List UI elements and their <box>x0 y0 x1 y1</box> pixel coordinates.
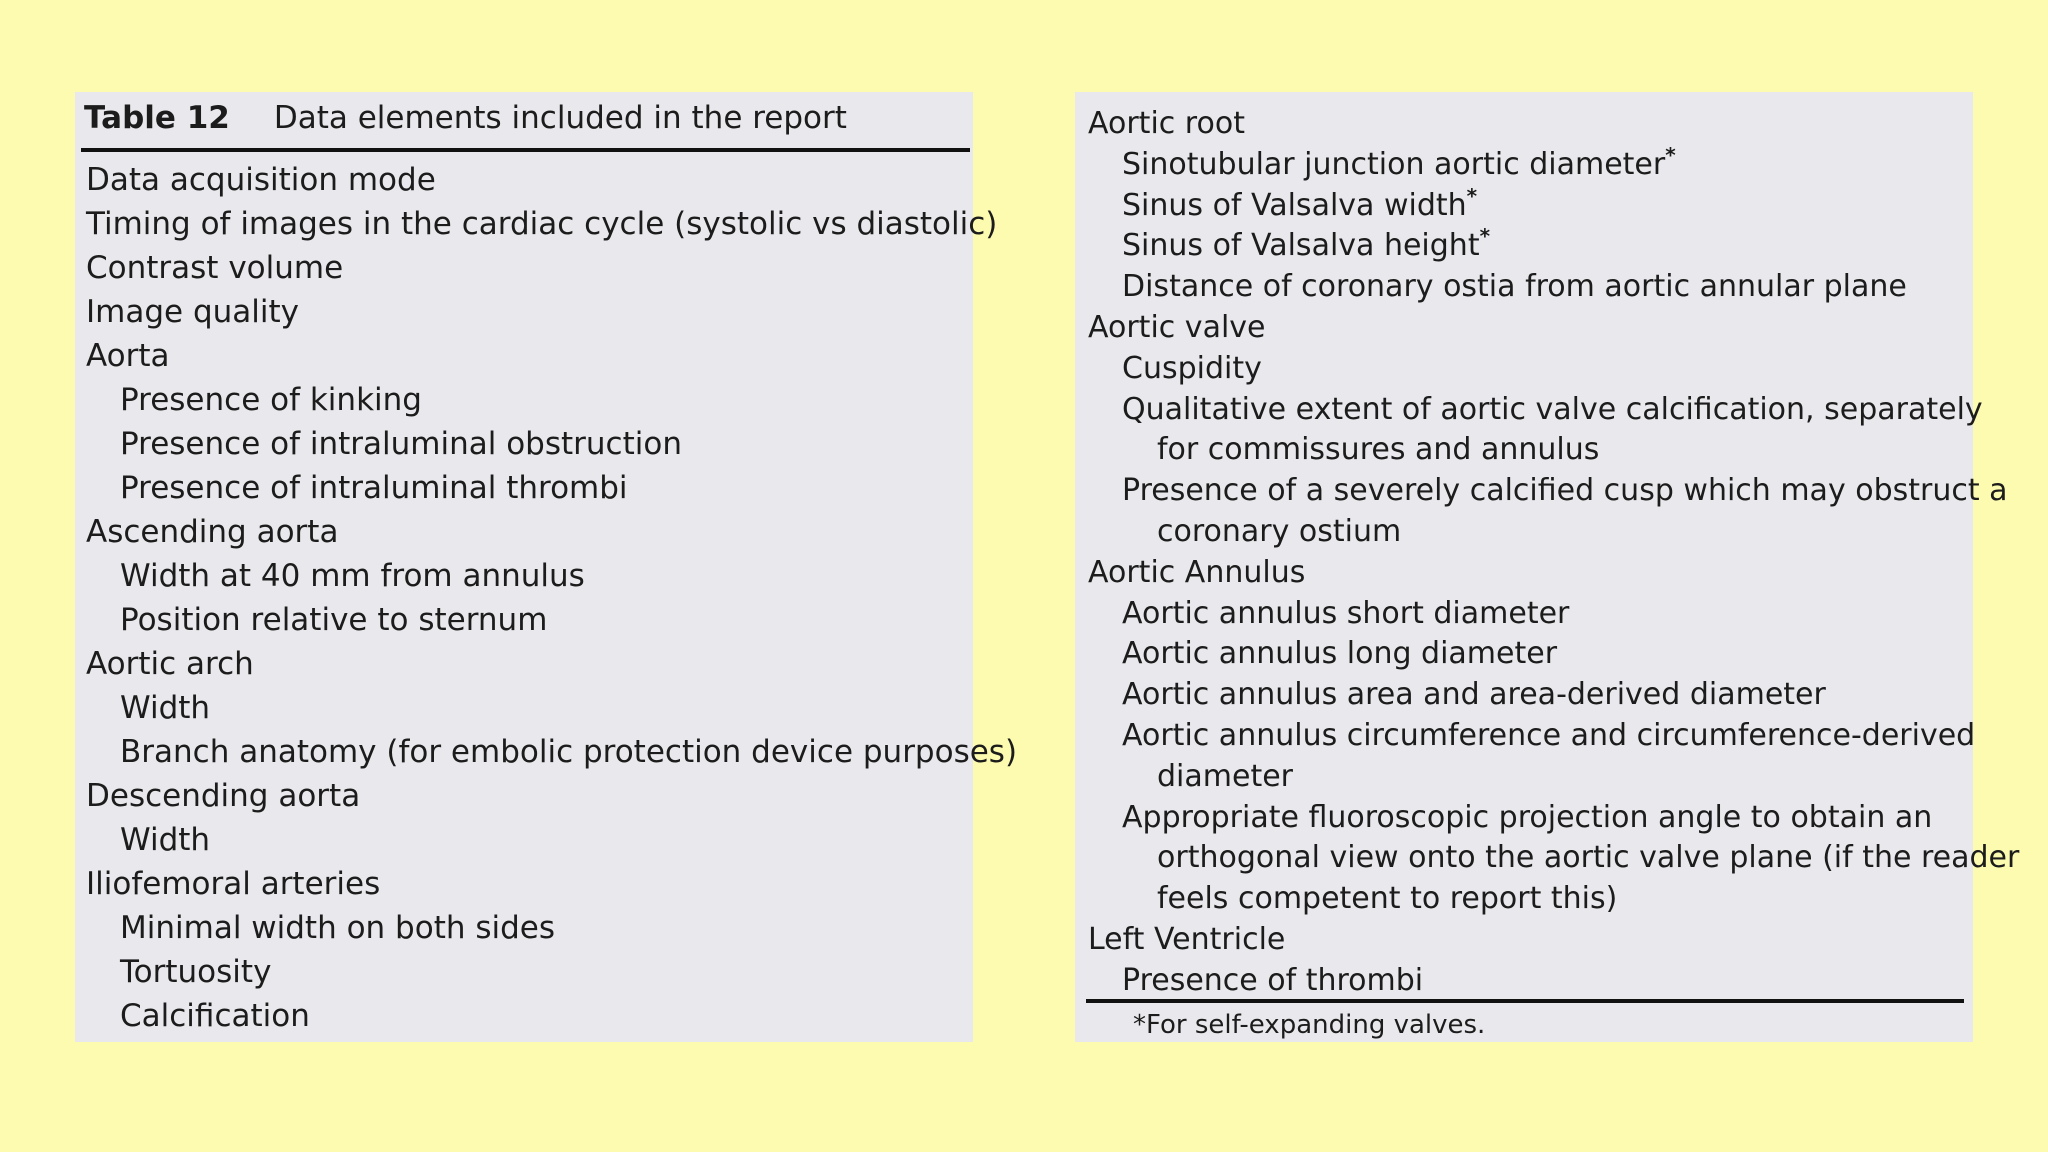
table-item <box>1088 135 1969 182</box>
row-text: Data acquisition mode <box>86 162 436 198</box>
right-row-list <box>1088 94 2020 998</box>
row-text: Presence of thrombi <box>1122 962 1424 998</box>
table-item <box>86 598 969 642</box>
row-text: Distance of coronary ostia from aortic annular plane <box>1122 269 1907 305</box>
table-footnote: *For self-expanding valves. <box>1133 1010 1486 1040</box>
row-text: for commissures and annulus <box>1157 432 1600 468</box>
section-heading <box>86 158 969 202</box>
row-text: Width <box>120 822 211 858</box>
section-heading <box>86 246 969 290</box>
row-text: Presence of kinking <box>120 382 422 418</box>
section-heading <box>86 510 969 554</box>
row-text: Aortic root <box>1088 106 1245 141</box>
header-rule <box>81 148 970 152</box>
row-text: diameter <box>1157 758 1293 794</box>
row-text: coronary ostium <box>1157 513 1402 549</box>
row-text: Aortic annulus long diameter <box>1122 636 1558 672</box>
row-text: Iliofemoral arteries <box>86 866 381 902</box>
footnote-marker: * <box>1665 142 1676 167</box>
section-heading <box>86 774 969 818</box>
table-item <box>1088 665 1969 713</box>
row-text: Aortic arch <box>86 646 254 682</box>
row-text: Appropriate fluoroscopic projection angle to obtain an <box>1122 799 1933 835</box>
table-title: Data elements included in the report <box>273 100 847 136</box>
left-row-list <box>86 158 1018 1038</box>
section-heading <box>86 334 969 378</box>
section-heading <box>86 642 969 686</box>
row-text: Aorta <box>86 338 170 374</box>
row-text: Ascending aorta <box>86 514 339 550</box>
table-item <box>86 994 969 1038</box>
table-item <box>86 906 969 950</box>
row-text: orthogonal view onto the aortic valve plane (if the reader <box>1157 840 2020 876</box>
footnote-marker: * <box>1466 183 1478 208</box>
row-text: Aortic annulus circumference and circumference-derived <box>1122 717 1976 753</box>
table-item <box>1088 584 1969 631</box>
table-item <box>86 686 969 730</box>
row-text: Calcification <box>120 998 310 1034</box>
table-item <box>1088 706 1976 753</box>
table-panel-right <box>1075 92 2020 1042</box>
table-item <box>86 950 969 994</box>
row-text: Width <box>120 690 211 726</box>
row-text: Aortic Annulus <box>1088 554 1306 590</box>
row-text: Position relative to sternum <box>120 602 548 638</box>
row-text: Contrast volume <box>86 250 344 286</box>
row-text: Left Ventricle <box>1088 921 1286 957</box>
row-text: Tortuosity <box>120 954 272 990</box>
table-item <box>86 554 969 598</box>
row-text: Aortic valve <box>1088 309 1266 345</box>
section-heading <box>86 862 969 906</box>
table-item <box>86 378 969 422</box>
row-text: Sinotubular junction aortic diameter <box>1122 146 1666 182</box>
row-text: Aortic annulus area and area-derived diameter <box>1122 677 1826 713</box>
table-item <box>86 422 969 466</box>
row-text: Descending aorta <box>86 778 361 814</box>
row-text: Width at 40 mm from annulus <box>120 558 585 594</box>
row-text: Image quality <box>86 294 299 330</box>
section-heading <box>86 290 969 334</box>
row-text: Presence of a severely calcified cusp which may obstruct a <box>1122 473 2008 509</box>
row-text: Presence of intraluminal obstruction <box>120 426 682 462</box>
table-item <box>1088 216 1969 264</box>
table-item <box>1088 624 1969 672</box>
table-item <box>1088 828 2020 876</box>
section-heading <box>1088 94 1969 141</box>
table-item <box>86 730 1018 774</box>
section-heading <box>1088 543 1969 590</box>
table-header <box>84 96 847 140</box>
table-item <box>1088 951 1969 998</box>
table-item <box>1088 788 1969 835</box>
row-text: Cuspidity <box>1122 350 1262 386</box>
row-text: Branch anatomy (for embolic protection device purposes) <box>120 734 1018 770</box>
table-panel-left <box>75 92 1018 1042</box>
footnote-marker: * <box>1479 224 1491 249</box>
table-item <box>86 466 969 510</box>
row-text: Timing of images in the cardiac cycle (systolic vs diastolic) <box>86 206 998 242</box>
section-heading <box>86 202 998 246</box>
table-item <box>1088 380 1983 427</box>
table-item <box>1088 339 1969 386</box>
row-text: Qualitative extent of aortic valve calcification, separately <box>1122 391 1983 427</box>
table-label: Table 12 <box>84 100 230 136</box>
table-item <box>1088 257 1969 305</box>
row-text: feels competent to report this) <box>1157 881 1618 917</box>
table-item <box>86 818 969 862</box>
row-text: Sinus of Valsalva height <box>1122 228 1480 264</box>
row-text: Sinus of Valsalva width <box>1122 187 1467 223</box>
footer-rule <box>1086 999 1964 1003</box>
row-text: Aortic annulus short diameter <box>1122 595 1570 631</box>
row-text: Presence of intraluminal thrombi <box>120 470 628 506</box>
table-item <box>1088 461 2008 509</box>
row-text: Minimal width on both sides <box>120 910 556 946</box>
